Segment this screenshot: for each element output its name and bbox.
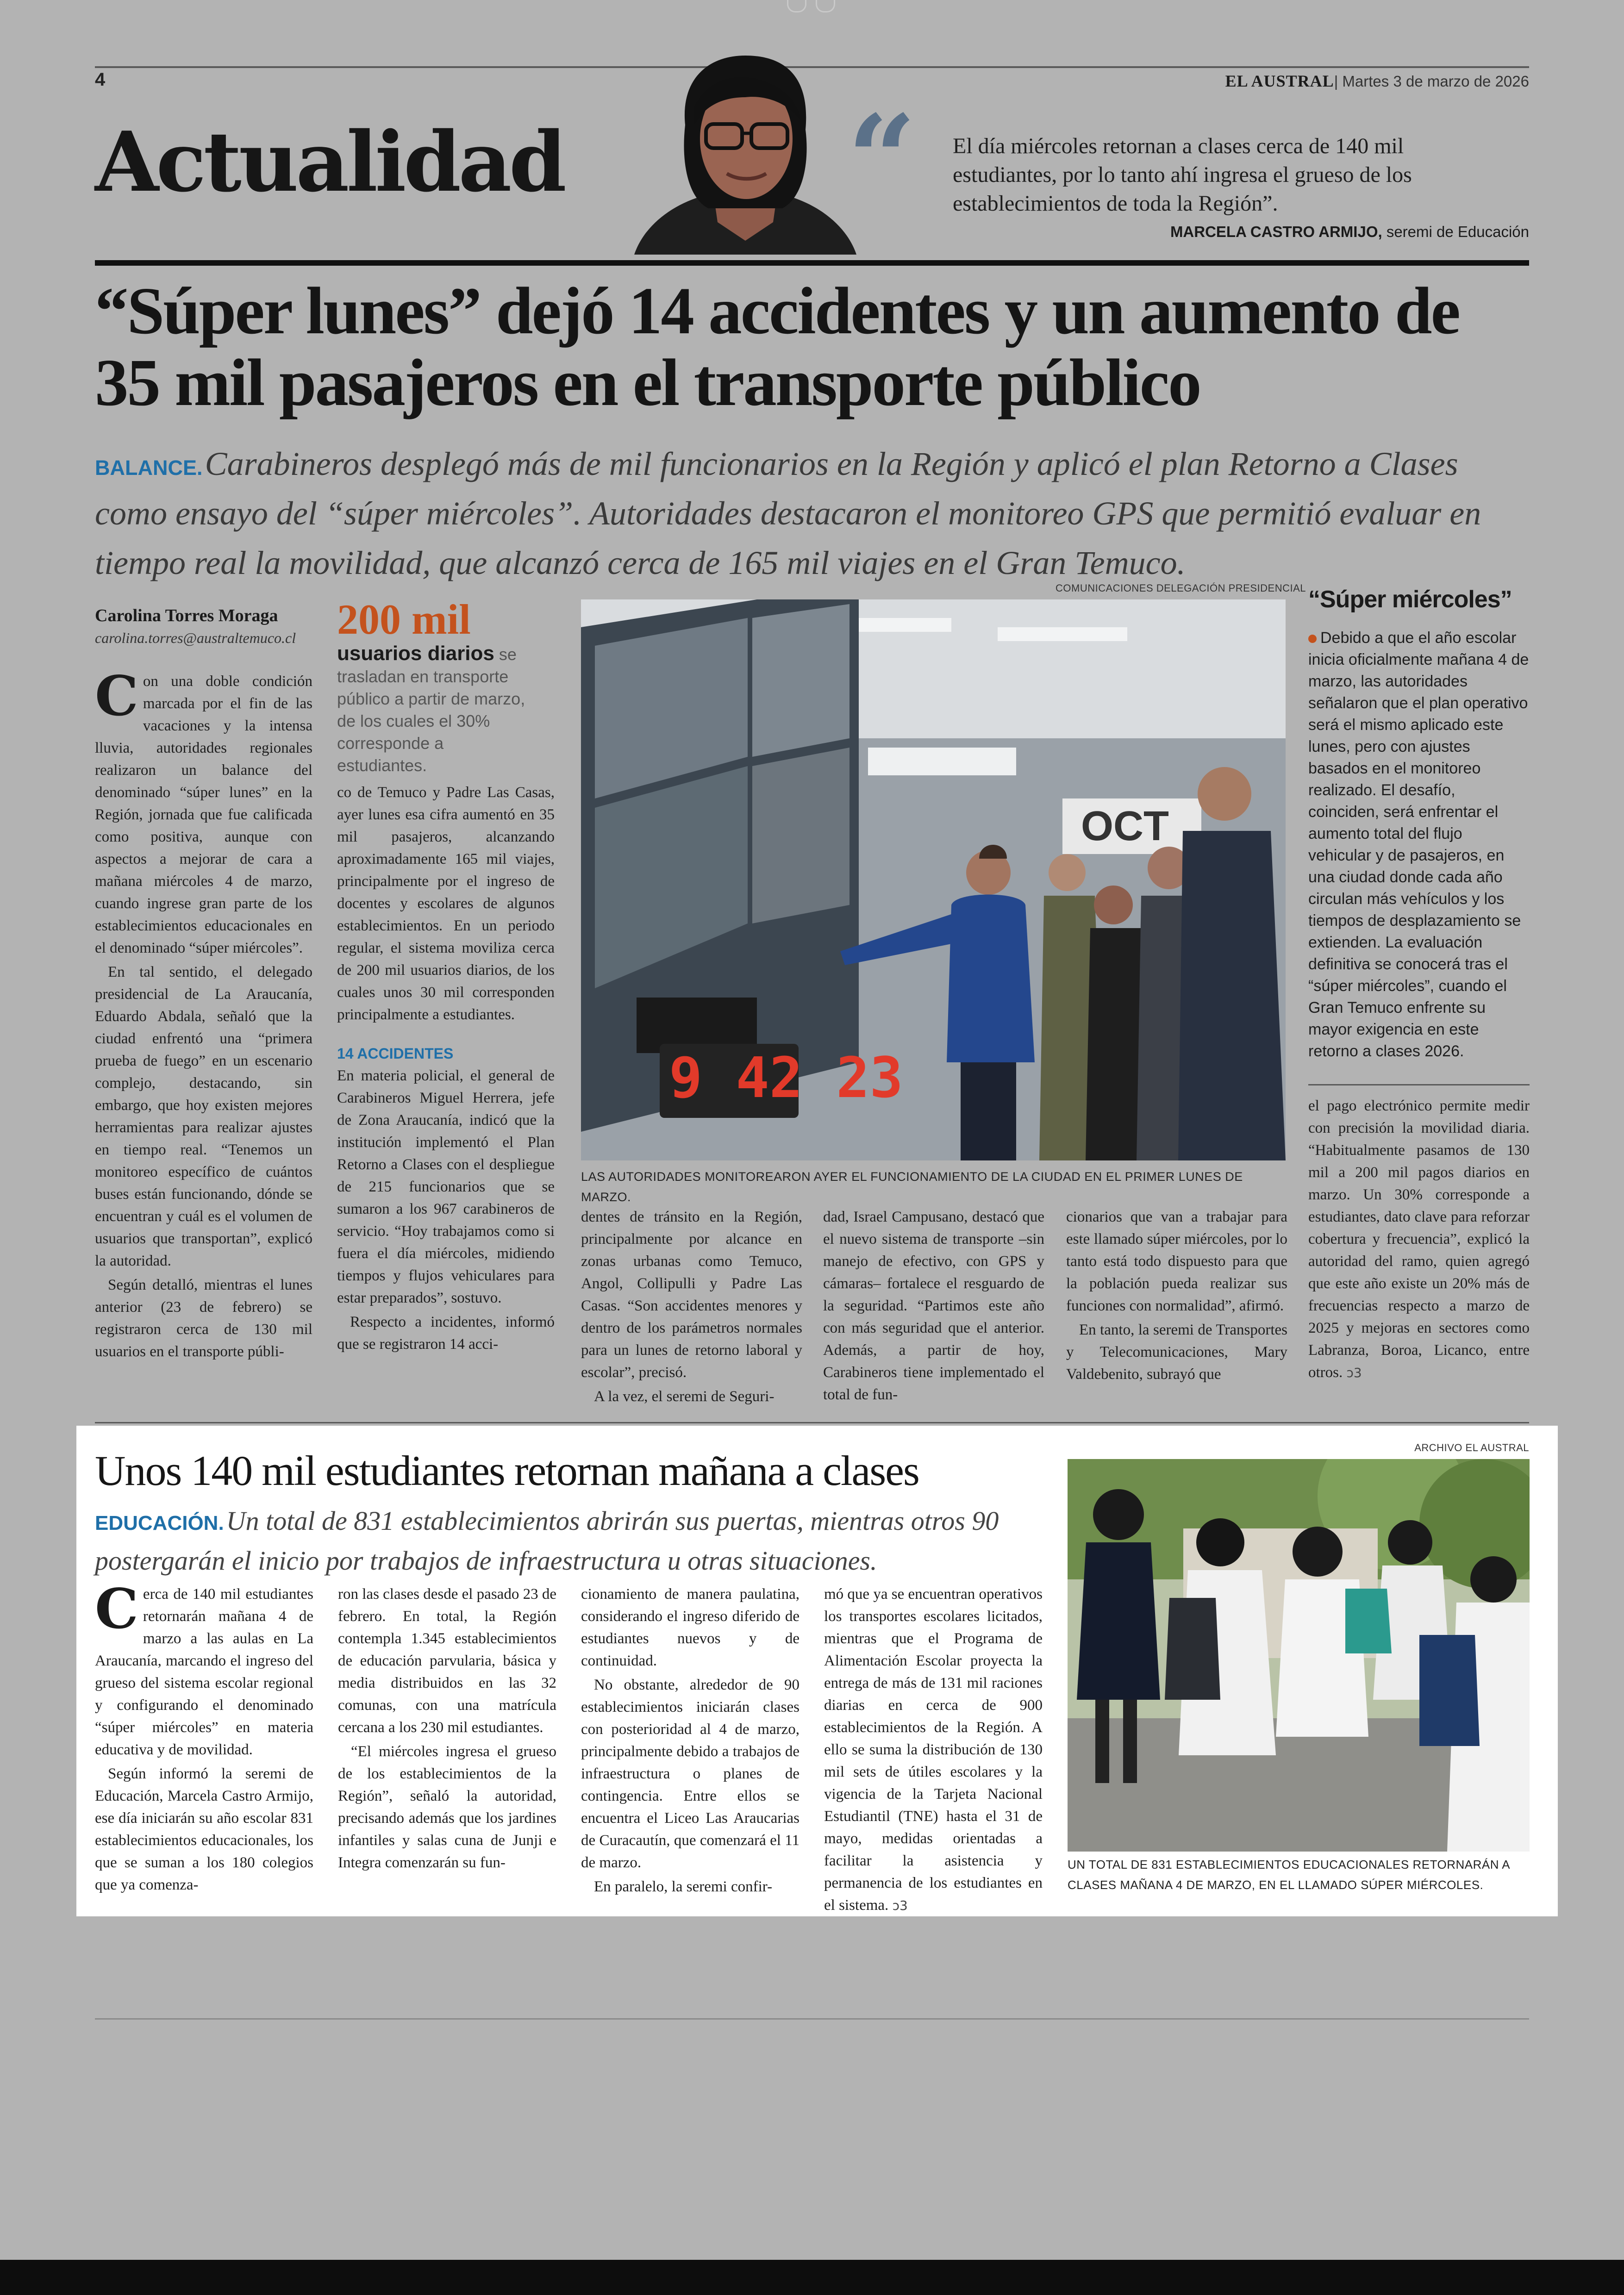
subhead-accidentes: 14 ACCIDENTES [337,1045,454,1062]
paragraph-end: dónde se encuentran y cuál es el volumen de usuarios que transportan”, explicó la autoridad. [95,1186,313,1269]
paragraph: mó que ya se encuentran operativos los transportes escolares licitados, mientras que el Programa de Alimentación Escolar proyecta la entrega de más de 131 mil raciones diarias en cerca de 900 establecimientos de la Región. A ello se suma la distribución de 130 mil sets de útiles escolares y la vigencia de la Tarjeta Nacional Estudiantil (TNE) hasta el 31 de mayo, medidas orientadas a facilitar la asistencia y permanencia de los estudiantes en el sistema. [824,1586,1043,1914]
stat-box [337,596,531,777]
stat-number: 200 mil [337,596,471,643]
main-column-4 [823,1206,1044,1408]
paragraph: En tal sentido, el delegado presidencial de La Araucanía, Eduardo Abdala, señaló que la ciudad enfrentó una “primera prueba de fuego” en un escenario [95,964,312,1069]
paragraph: “El miércoles ingresa el grueso de los establecimientos de la Región”, señaló la autoridad, precisando además que los jardines infantiles y salas cuna de Junji e Integra comenzarán su fun- [338,1743,556,1871]
main-lead-text: Carabineros desplegó más de mil funcionarios en la Región y aplicó el plan Retorno a Clases como ensayo del “súper miércoles”. Autoridades destacaron el monitoreo GPS que permitió evaluar en tiempo real la movilidad, que alcanzó cerca de 165 mil viajes en el Gran Temuco. [95,445,1481,581]
byline-email: carolina.torres@australtemuco.cl [95,630,296,646]
main-column-1 [95,664,313,1365]
issue-date: | Martes 3 de marzo de 2026 [1334,73,1529,90]
main-headline: “Súper lunes” dejó 14 accidentes y un aumento de 35 mil pasajeros en el transporte público [95,274,1459,420]
sidebar-title: “Súper miércoles” [1308,586,1512,613]
second-lead-text: Un total de 831 establecimientos abrirán sus puertas, mientras otros 90 postergarán el inicio por trabajos de infraestructura u otras situaciones. [95,1506,999,1576]
main-photo-caption: LAS AUTORIDADES MONITOREARON AYER EL FUNCIONAMIENTO DE LA CIUDAD EN EL PRIMER LUNES DE MARZO. [581,1170,1243,1204]
second-column-3 [581,1583,800,1900]
quote-mark-icon: “ [847,89,917,230]
second-photo-caption: UN TOTAL DE 831 ESTABLECIMIENTOS EDUCACIONALES RETORNARÁN A CLASES MAÑANA 4 DE MARZO, EN EL LLAMADO SÚPER MIÉRCOLES. [1068,1858,1510,1892]
paragraph: Respecto a incidentes, informó que se registraron 14 acci- [337,1314,555,1353]
main-column-5 [1066,1206,1287,1387]
bullet-icon [1308,635,1317,643]
end-mark-icon: ↄ3 [892,1898,908,1913]
stat-highlight: usuarios diarios [337,642,494,665]
main-dropcap: C [95,664,138,728]
quote-author: MARCELA CASTRO ARMIJO, [1170,223,1382,240]
second-lead [95,1504,1044,1584]
paragraph: dentes de tránsito en la Región, principalmente por alcance en zonas urbanas como Temuco, Angol, Collipulli y Padre Las Casas. “Son accidentes menores y dentro de los parámetros normales para un lunes de retorno laboral y escolar”, precisó. [581,1209,802,1381]
masthead-date [1225,71,1529,91]
paragraph: En materia policial, el general de Carabineros Miguel Herrera, jefe de Zona Araucanía, indicó que la institución implementó el Plan Retorno a Clases con el despliegue de 215 funcionarios que se sumaron a los 967 carabineros de servicio. “Hoy trabajamos como si fuera el día miércoles, midiendo tiempos y flujos vehiculares para estar preparados”, sostuvo. [337,1067,555,1306]
page-number: 4 [95,69,106,90]
quote-attribution [1170,223,1529,241]
paragraph: dad, Israel Campusano, destacó que el nuevo sistema de transporte –sin manejo de efectivo, con GPS y cámaras– fortalece el resguardo de la seguridad. “Partimos este año con más seguridad que el anterior. Además, a partir de hoy, Carabineros tiene implementado el total de fun- [823,1209,1044,1403]
paragraph: A la vez, el seremi de Seguri- [594,1388,775,1405]
paragraph: ron las clases desde el pasado 23 de febrero. En total, la Región contempla 1.345 establecimientos de educación parvularia, básica y media distribuidos en las 32 comunas, con una matrícula cercana a los 230 mil estudiantes. [338,1586,556,1736]
paragraph: co de Temuco y Padre Las Casas, ayer lunes esa cifra aumentó en 35 mil pasajeros, alcanzando aproximadamente 165 mil viajes, principalmente por el ingreso de docentes y escolares de algunos establecimientos. En un periodo regular, el sistema moviliza cerca de 200 mil usuarios diarios, de los cuales unos 30 mil corresponden principalmente a estudiantes. [337,784,555,1023]
second-column-4 [824,1583,1043,1919]
section-rule [95,260,1529,266]
main-column-6 [1308,1095,1530,1386]
main-lead [95,443,1535,592]
main-column-3 [581,1206,802,1409]
paragraph: En tanto, la seremi de Transportes y Telecomunicaciones, Mary Valdebenito, subrayó que [1066,1322,1287,1383]
article-divider [95,1422,1529,1423]
paragraph-continued: complejo, destacando, sin embargo, que hoy existen mejores herramientas para realizar ajustes en tiempo real. “Tenemos un monitoreo específico de cuántos buses están funcionando, [95,1075,312,1203]
second-column-2 [338,1583,556,1876]
paragraph: No obstante, alrededor de 90 establecimientos iniciarán clases con posterioridad al 4 de marzo, principalmente debido a trabajos de infraestructura o planes de contingencia. Entre ellos se encuentra el Liceo Las Araucarias de Curacautín, que comenzará el 11 de marzo. [581,1677,800,1871]
paragraph: el pago electrónico permite medir con precisión la movilidad diaria. “Habitualmente pasamos de 130 mil a 200 mil pagos diarios en marzo. Un 30% corresponde a estudiantes, dato clave para reforzar cobertura y frecuencia”, explicó la autoridad del ramo, quien agregó que este año existe un 20% más de frecuencias respecto a marzo de 2025 y mejoras en sectores como Labranza, Boroa, Licanco, entre otros. [1308,1098,1530,1381]
end-mark-icon: ↄ3 [1346,1365,1362,1380]
section-title: Actualidad [95,113,564,210]
sidebar-body: Debido a que el año escolar inicia oficialmente mañana 4 de marzo, las autoridades señalaron que el plan operativo será el mismo aplicado este lunes, pero con ajustes basados en el monitoreo realizado. El desafío, coinciden, será enfrentar el aumento total del flujo vehicular y de pasajeros, en una ciudad donde cada año circulan más vehículos y los tiempos de desplazamiento se extienden. La evaluación definitiva se conocerá tras el “súper miércoles”, cuando el Gran Temuco enfrente su mayor exigencia en este retorno a clases 2026. [1308,629,1529,1060]
pull-quote: El día miércoles retornan a clases cerca de 140 mil estudiantes, por lo tanto ahí ingresa el grueso de los establecimientos de toda la Región”. [953,134,1412,216]
sidebar-rule [1308,1084,1530,1085]
quote-role: seremi de Educación [1382,223,1529,240]
second-dropcap: C [95,1577,138,1641]
paragraph: Según informó la seremi de Educación, Marcela Castro Armijo, ese día iniciarán su año escolar 831 establecimientos educacionales, los que se suman a los 180 colegios que ya comenza- [95,1765,313,1893]
sidebar-text [1308,627,1530,1062]
main-photo-credit: COMUNICACIONES DELEGACIÓN PRESIDENCIAL [1056,582,1306,594]
bottom-bar [0,2260,1624,2295]
paragraph: on una doble condición marcada por el fin de las vacaciones y la intensa lluvia, autoridades regionales realizaron un balance del denominado “súper lunes” en la Región, jornada que fue calificada como positiva, aunque con aspectos a mejorar de cara a mañana miércoles 4 de marzo, cuando ingrese gran parte de los establecimientos educacionales en el denominado “súper miércoles”. [95,673,312,956]
portrait-marcela-castro [616,51,875,255]
clock-display: 9 42 23 [669,1046,903,1110]
main-kicker: BALANCE. [95,456,203,480]
second-photo-credit: ARCHIVO EL AUSTRAL [1414,1442,1529,1453]
paragraph: Según detalló, mientras el lunes anterior (23 de febrero) se registraron cerca de 130 mil usuarios en el transporte públi- [95,1277,312,1360]
second-kicker: EDUCACIÓN. [95,1512,224,1534]
scroll-indicator [782,0,843,14]
stat-text: se trasladan en transporte público a partir de marzo, de los cuales el 30% corresponde a estudiantes. [337,645,525,775]
second-photo-students [1068,1459,1530,1852]
paragraph: cionamiento de manera paulatina, considerando el ingreso diferido de estudiantes nuevos y de continuidad. [581,1586,800,1669]
main-column-2 [337,781,555,1357]
svg-text:OCT: OCT [1081,803,1169,849]
paragraph: En paralelo, la seremi confir- [594,1878,773,1895]
paragraph: erca de 140 mil estudiantes retornarán mañana 4 de marzo a las aulas en La Araucanía, marcando el ingreso del grueso del sistema escolar regional y configurando el denominado “súper miércoles” en materia educativa y de movilidad. [95,1586,313,1758]
byline-author: Carolina Torres Moraga [95,606,278,625]
newspaper-name: EL AUSTRAL [1225,72,1334,90]
main-photo-monitoring-center [581,599,1286,1160]
second-column-1 [95,1577,313,1898]
page-bottom-rule [95,2018,1529,2020]
paragraph: cionarios que van a trabajar para este llamado súper miércoles, por lo tanto está todo dispuesto para que la población pueda realizar sus funciones con normalidad”, afirmó. [1066,1209,1287,1314]
second-headline: Unos 140 mil estudiantes retornan mañana a clases [95,1447,919,1494]
